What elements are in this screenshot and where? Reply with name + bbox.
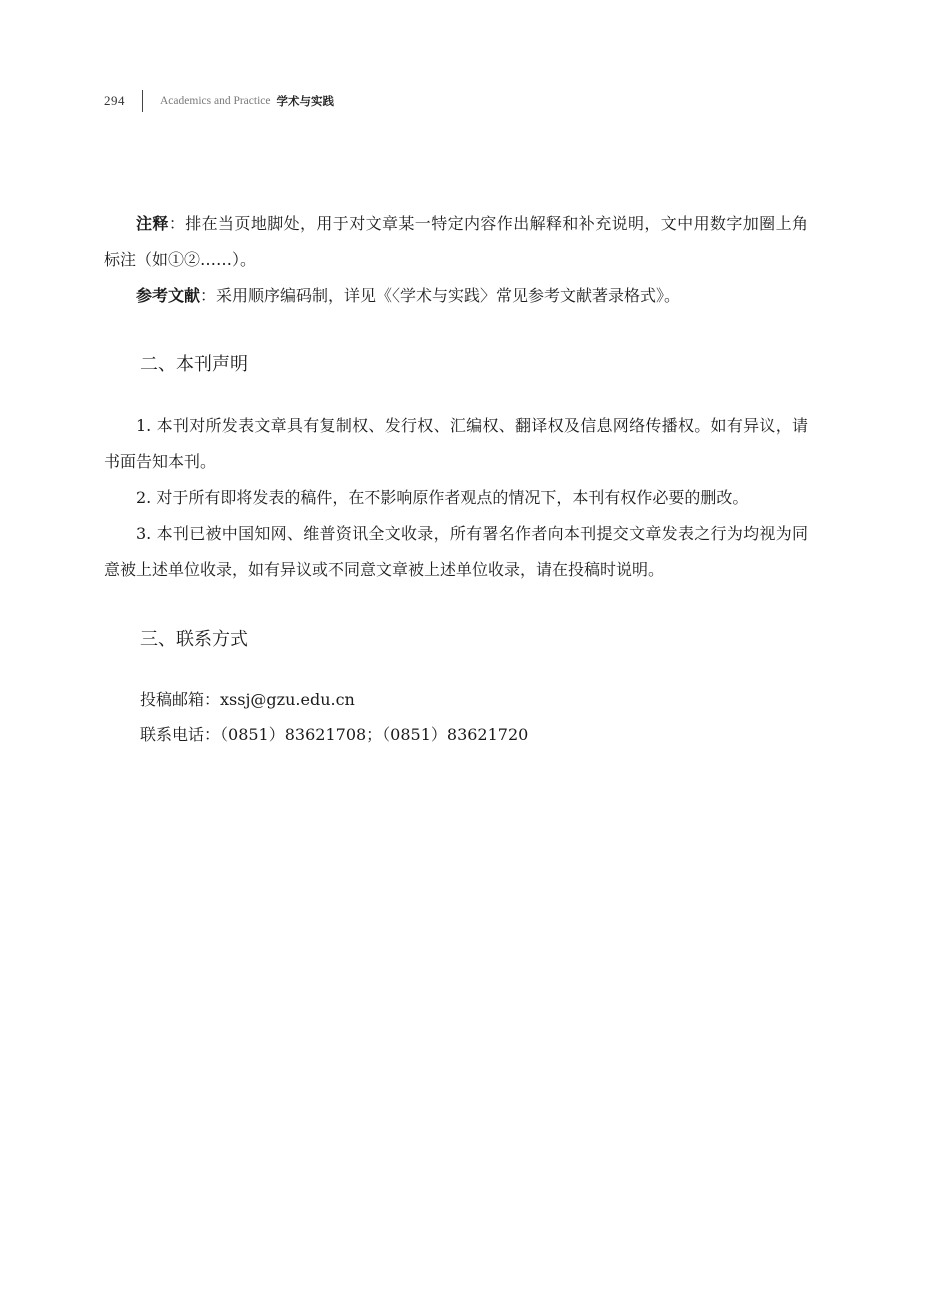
statement-item-2: 2. 对于所有即将发表的稿件，在不影响原作者观点的情况下，本刊有权作必要的删改。 xyxy=(136,488,749,507)
page-header xyxy=(104,90,334,112)
annotation-colon: ： xyxy=(168,214,186,233)
contact-phone-line xyxy=(104,717,808,752)
annotation-paragraph xyxy=(104,206,808,278)
section-heading-statement: 二、本刊声明 xyxy=(140,354,248,375)
header-divider xyxy=(142,90,143,112)
annotation-term: 注释 xyxy=(136,214,169,233)
journal-title-cn: 学术与实践 xyxy=(276,94,334,108)
email-address: xssj@gzu.edu.cn xyxy=(220,690,355,709)
statement-item-1: 1. 本刊对所发表文章具有复制权、发行权、汇编权、翻译权及信息网络传播权。如有异议，请书面告知本刊。 xyxy=(104,416,808,471)
email-label: 投稿邮箱： xyxy=(140,690,221,709)
annotation-text: 排在当页地脚处，用于对文章某一特定内容作出解释和补充说明，文中用数字加圈上角标注（如①②……）。 xyxy=(104,214,808,269)
references-paragraph xyxy=(104,278,808,314)
references-term: 参考文献 xyxy=(136,286,201,305)
references-colon: ： xyxy=(200,286,217,305)
page-content xyxy=(104,206,808,752)
journal-title-en: Academics and Practice xyxy=(160,95,271,107)
page-number: 294 xyxy=(104,93,125,108)
statement-item-3: 3. 本刊已被中国知网、维普资讯全文收录，所有署名作者向本刊提交文章发表之行为均视为同意被上述单位收录，如有异议或不同意文章被上述单位收录，请在投稿时说明。 xyxy=(104,524,808,579)
references-text: 采用顺序编码制，详见《〈学术与实践〉常见参考文献著录格式》。 xyxy=(216,286,681,305)
contact-email-line xyxy=(104,682,808,717)
phone-label: 联系电话： xyxy=(140,725,221,744)
section-heading-contact: 三、联系方式 xyxy=(140,629,248,650)
phone-numbers: （0851）83621708；（0851）83621720 xyxy=(220,725,529,744)
